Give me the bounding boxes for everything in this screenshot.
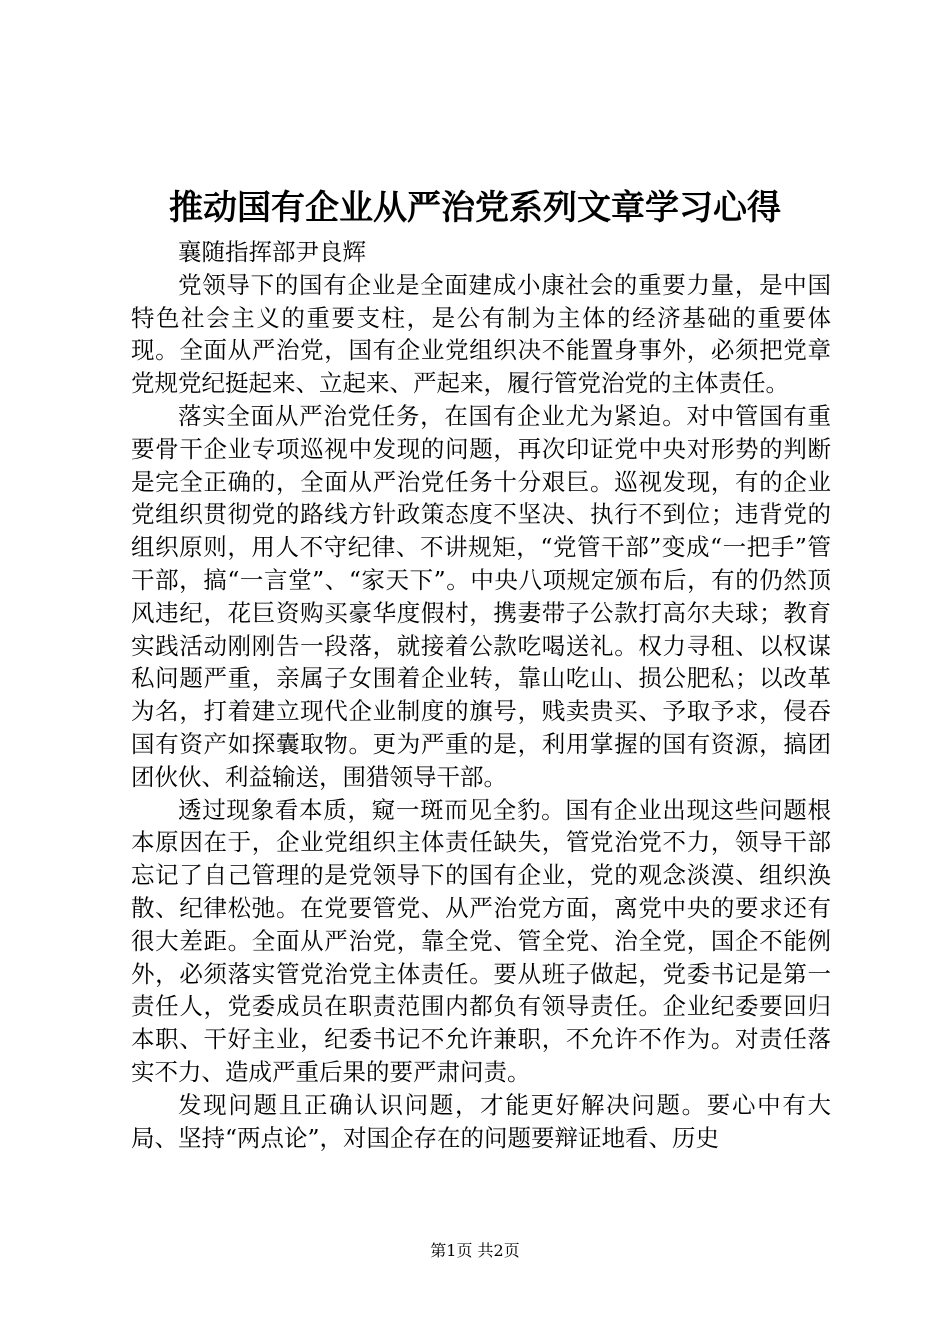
paragraph: 党领导下的国有企业是全面建成小康社会的重要力量，是中国特色社会主义的重要支柱，是公有制为主体的经济基础的重要体现。全面从严治党，国有企业党组织决不能置身事外，必须把党章党规党纪挺起来、立起来、严起来，履行管党治党的主体责任。 [131, 270, 831, 398]
paragraph: 落实全面从严治党任务，在国有企业尤为紧迫。对中管国有重要骨干企业专项巡视中发现的问题，再次印证党中央对形势的判断是完全正确的，全面从严治党任务十分艰巨。巡视发现，有的企业党组织贯彻党的路线方针政策态度不坚决、执行不到位；违背党的组织原则，用人不守纪律、不讲规矩，“党管干部”变成“一把手”管干部，搞“一言堂”、“家天下”。中央八项规定颁布后，有的仍然顶风违纪，花巨资购买豪华度假村，携妻带子公款打高尔夫球；教育实践活动刚刚告一段落，就接着公款吃喝送礼。权力寻租、以权谋私问题严重，亲属子女围着企业转，靠山吃山、损公肥私；以改革为名，打着建立现代企业制度的旗号，贱卖贵买、予取予求，侵吞国有资产如探囊取物。更为严重的是，利用掌握的国有资源，搞团团伙伙、利益输送，围猎领导干部。 [131, 401, 831, 791]
paragraph: 发现问题且正确认识问题，才能更好解决问题。要心中有大局、坚持“两点论”，对国企存在的问题要辩证地看、历史 [131, 1090, 831, 1152]
document-body [131, 236, 831, 1154]
document-title: 推动国有企业从严治党系列文章学习心得 [169, 188, 781, 228]
paragraph: 透过现象看本质，窥一斑而见全豹。国有企业出现这些问题根本原因在于，企业党组织主体责任缺失，管党治党不力，领导干部忘记了自己管理的是党领导下的国有企业，党的观念淡漠、组织涣散、纪律松弛。在党要管党、从严治党方面，离党中央的要求还有很大差距。全面从严治党，靠全党、管全党、治全党，国企不能例外，必须落实管党治党主体责任。要从班子做起，党委书记是第一责任人，党委成员在职责范围内都负有领导责任。企业纪委要回归本职、干好主业，纪委书记不允许兼职，不允许不作为。对责任落实不力、造成严重后果的要严肃问责。 [131, 795, 831, 1086]
page-number-footer: 第1页 共2页 [430, 1241, 520, 1260]
author-line: 襄随指挥部尹良辉 [178, 238, 366, 266]
